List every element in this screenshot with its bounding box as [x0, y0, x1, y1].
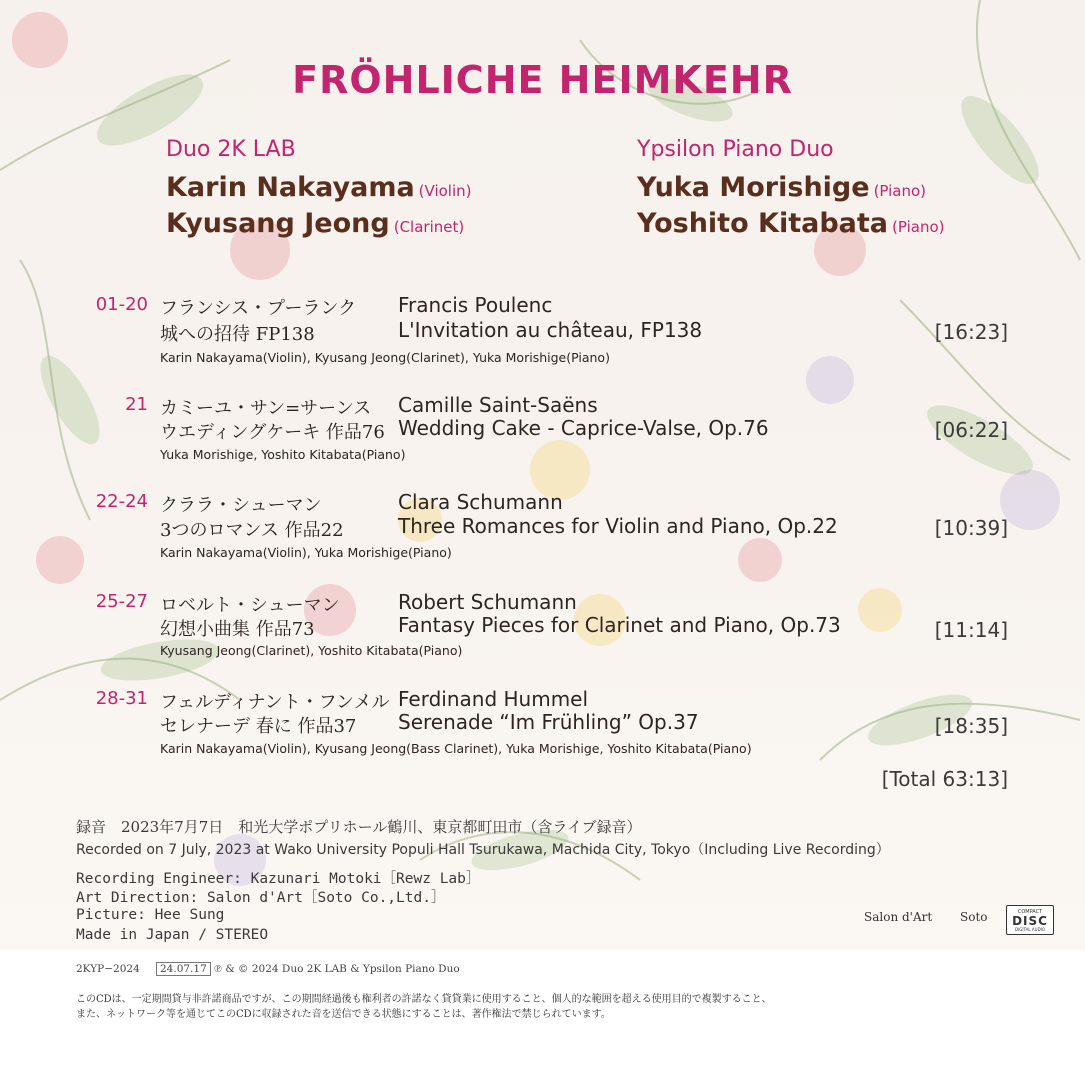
legal-notice-1: このCDは、一定期間貸与非許諾商品ですが、この期間経過後も権利者の許諾なく貸貸業に使用すること、個人的な範囲を超える使用目的で複製すること、: [76, 994, 772, 1005]
recording-info-en: Recorded on 7 July, 2023 at Wako University Populi Hall Tsurukawa, Machida City, Tokyo（Including Live Recording）: [76, 842, 890, 858]
track-number: 21: [125, 394, 148, 415]
disc-logo-top: COMPACT: [1017, 908, 1043, 915]
performer-yoshito-kitabata: Yoshito Kitabata (Piano): [637, 208, 945, 239]
soto-logo: Soto: [960, 910, 988, 924]
track-performers: Karin Nakayama(Violin), Kyusang Jeong(Clarinet), Yuka Morishige(Piano): [160, 350, 610, 365]
track-performers: Karin Nakayama(Violin), Kyusang Jeong(Bass Clarinet), Yuka Morishige, Yoshito Kitabata(Piano): [160, 741, 752, 756]
track-number: 01-20: [95, 294, 148, 315]
track-number: 28-31: [95, 688, 148, 709]
track-performers: Yuka Morishige, Yoshito Kitabata(Piano): [160, 447, 406, 462]
work-jp: セレナーデ 春に 作品37: [160, 716, 357, 737]
track-duration: [10:39]: [934, 516, 1008, 540]
disc-logo-main: DISC: [1012, 913, 1048, 928]
compact-disc-logo: [1006, 905, 1054, 935]
picture-credit: Picture: Hee Sung: [76, 907, 225, 923]
work-jp: 幻想小曲集 作品73: [160, 619, 315, 640]
made-in: Made in Japan / STEREO: [76, 927, 269, 943]
composer-en: Robert Schumann: [398, 590, 577, 614]
track-performers: Kyusang Jeong(Clarinet), Yoshito Kitabata(Piano): [160, 643, 463, 658]
track-performers: Karin Nakayama(Violin), Yuka Morishige(Piano): [160, 545, 452, 560]
catalog-number: 2KYP−2024: [76, 963, 140, 975]
work-jp: ウエディングケーキ 作品76: [160, 422, 385, 443]
work-en: L'Invitation au château, FP138: [398, 318, 703, 342]
copyright: ℗ & © 2024 Duo 2K LAB & Ypsilon Piano Duo: [214, 963, 460, 975]
group-name-ypsilon-piano-duo: Ypsilon Piano Duo: [637, 137, 834, 162]
disc-logo-bottom: DIGITAL AUDIO: [1015, 926, 1045, 932]
work-en: Fantasy Pieces for Clarinet and Piano, Op.73: [398, 613, 841, 637]
composer-jp: フェルディナント・フンメル: [160, 692, 390, 713]
composer-en: Francis Poulenc: [398, 293, 553, 317]
composer-jp: クララ・シューマン: [160, 495, 322, 516]
legal-notice-2: また、ネットワーク等を通じてこのCDに収録された音を送信できる状態にすることは、著作権法で禁じられています。: [76, 1009, 611, 1020]
composer-en: Clara Schumann: [398, 490, 563, 514]
track-duration: [18:35]: [934, 714, 1008, 738]
track-duration: [11:14]: [934, 618, 1008, 642]
work-jp: 城への招待 FP138: [160, 324, 315, 345]
performer-yuka-morishige: Yuka Morishige (Piano): [637, 172, 927, 203]
composer-jp: カミーユ・サン=サーンス: [160, 398, 372, 419]
performer-kyusang-jeong: Kyusang Jeong (Clarinet): [166, 208, 465, 239]
track-number: 25-27: [95, 591, 148, 612]
group-name-duo-2k-lab: Duo 2K LAB: [166, 137, 296, 162]
composer-en: Ferdinand Hummel: [398, 687, 589, 711]
composer-en: Camille Saint-Saëns: [398, 393, 598, 417]
total-duration: [Total 63:13]: [881, 767, 1008, 791]
work-jp: 3つのロマンス 作品22: [160, 520, 344, 541]
art-direction: Art Direction: Salon d'Art［Soto Co.,Ltd.］: [76, 890, 446, 906]
track-duration: [06:22]: [934, 418, 1008, 442]
recording-info-jp: 録音 2023年7月7日 和光大学ポプリホール鶴川、東京都町田市（含ライブ録音）: [76, 818, 642, 836]
work-en: Three Romances for Violin and Piano, Op.22: [398, 514, 838, 538]
work-en: Wedding Cake - Caprice-Valse, Op.76: [398, 416, 769, 440]
recording-engineer: Recording Engineer: Kazunari Motoki［Rewz Lab］: [76, 871, 481, 887]
performer-karin-nakayama: Karin Nakayama (Violin): [166, 172, 472, 203]
album-title: FRÖHLICHE HEIMKEHR: [292, 58, 793, 102]
salon-dart-logo: Salon d'Art: [864, 910, 933, 924]
track-duration: [16:23]: [934, 320, 1008, 344]
work-en: Serenade “Im Frühling” Op.37: [398, 710, 699, 734]
composer-jp: ロベルト・シューマン: [160, 595, 340, 616]
release-date: 24.07.17: [156, 963, 211, 975]
composer-jp: フランシス・プーランク: [160, 298, 357, 319]
track-number: 22-24: [95, 491, 148, 512]
